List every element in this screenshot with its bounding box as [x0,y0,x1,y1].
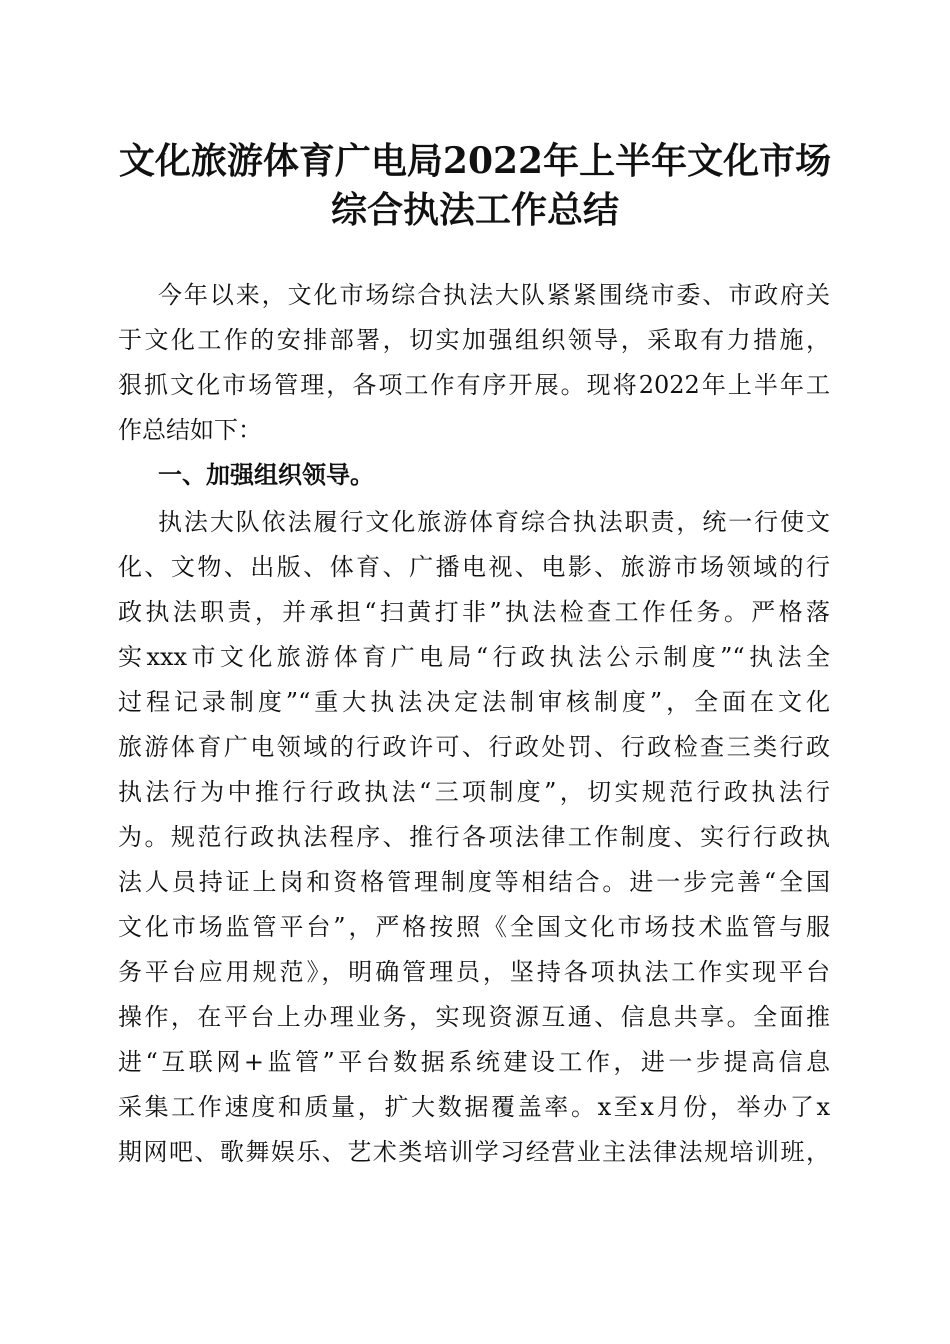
document-title-line-2: 综合执法工作总结 [330,189,619,231]
paragraph-1-line: 今年以来，文化市场综合执法大队紧紧围绕市委、市政府关 [158,281,830,309]
paragraph-2-line: 政执法职责，并承担“扫黄打非”执法检查工作任务。严格落 [118,598,830,626]
paragraph-1-line: 于文化工作的安排部署，切实加强组织领导，采取有力措施， [118,326,830,354]
paragraph-2-line: 期网吧、歌舞娱乐、艺术类培训学习经营业主法律法规培训班， [118,1138,830,1166]
paragraph-2-line: 采集工作速度和质量，扩大数据覆盖率。x至x月份，举办了x [118,1093,830,1121]
paragraph-2-line: 化、文物、出版、体育、广播电视、电影、旅游市场领域的行 [118,553,830,581]
paragraph-1-line: 狠抓文化市场管理，各项工作有序开展。现将2022年上半年工 [118,371,830,399]
section-heading: 一、加强组织领导。 [158,461,374,489]
paragraph-2-line: 实xxx市文化旅游体育广电局“行政执法公示制度”“执法全 [118,643,830,671]
paragraph-2-line: 为。规范行政执法程序、推行各项法律工作制度、实行行政执 [118,823,830,851]
paragraph-2-line: 执法行为中推行行政执法“三项制度”，切实规范行政执法行 [118,778,830,806]
paragraph-2-line: 法人员持证上岗和资格管理制度等相结合。进一步完善“全国 [118,868,830,896]
paragraph-2-line: 旅游体育广电领域的行政许可、行政处罚、行政检查三类行政 [118,733,830,761]
paragraph-1-line: 作总结如下： [118,416,262,444]
paragraph-2-line: 务平台应用规范》，明确管理员，坚持各项执法工作实现平台 [118,958,830,986]
paragraph-2-line: 执法大队依法履行文化旅游体育综合执法职责，统一行使文 [158,508,830,536]
paragraph-2-line: 过程记录制度”“重大执法决定法制审核制度”，全面在文化 [118,688,830,716]
paragraph-2-line: 操作，在平台上办理业务，实现资源互通、信息共享。全面推 [118,1003,830,1031]
paragraph-2-line: 进“互联网+监管”平台数据系统建设工作，进一步提高信息 [118,1048,830,1076]
paragraph-2-line: 文化市场监管平台”，严格按照《全国文化市场技术监管与服 [118,913,830,941]
document-title-line-1: 文化旅游体育广电局2022年上半年文化市场 [118,140,832,182]
